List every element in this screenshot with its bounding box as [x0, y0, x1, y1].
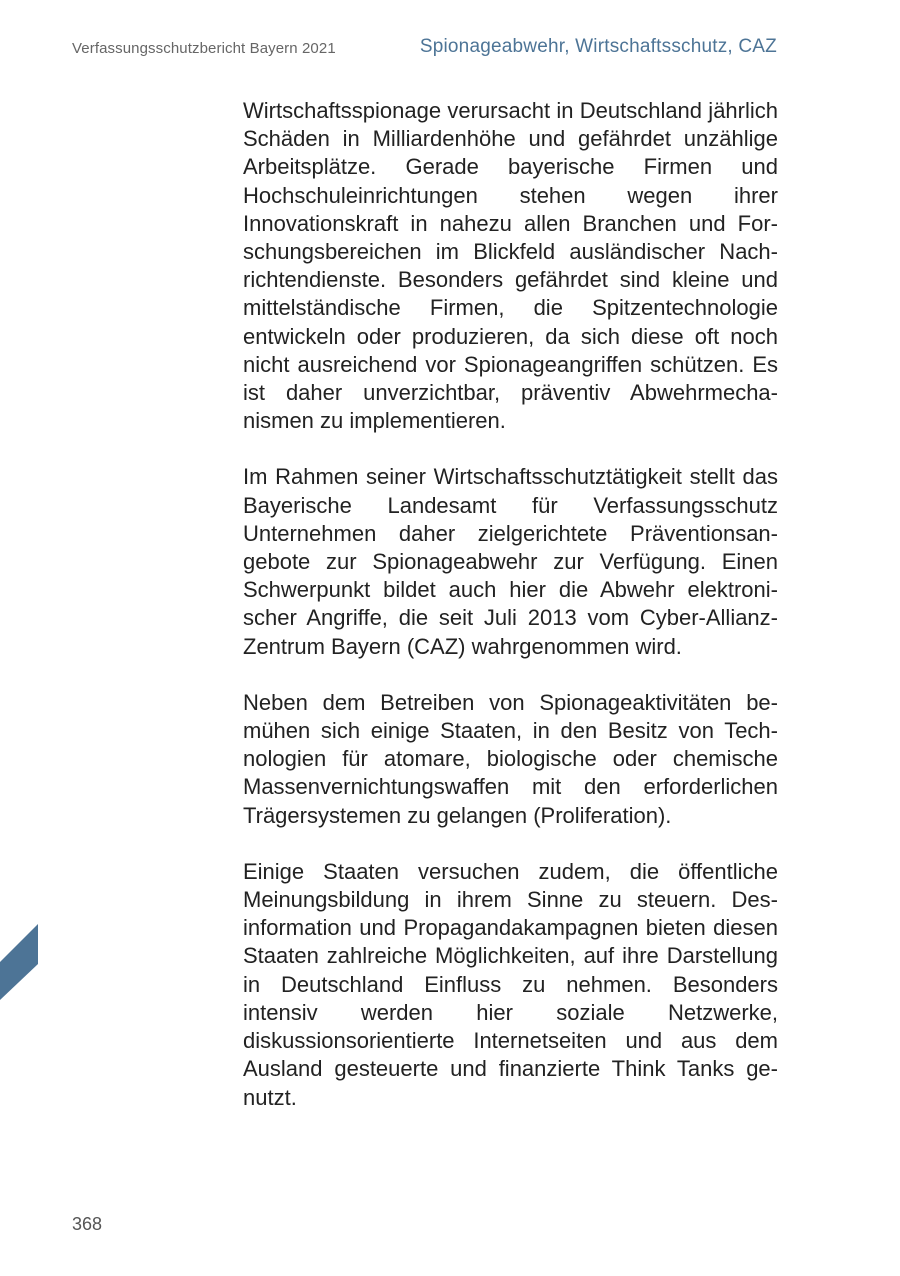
paragraph-4: Einige Staaten versuchen zudem, die öffentliche Meinungsbildung in ihrem Sinne zu steuern. Desinformation und Propagandakampagnen bieten diesen Staaten zahlreiche Möglichkeiten, auf ihre Darstellung in Deutschland Einfluss zu nehmen. Besonders intensiv werden hier soziale Netzwerke, diskussionsorientierte Internetseiten und aus dem Ausland gesteuerte und finanzierte Think Tanks genutzt.	[243, 858, 778, 1110]
paragraph-1: Wirtschaftsspionage verursacht in Deutschland jährlich Schäden in Milliardenhöhe und gefährdet unzählige Arbeitsplätze. Gerade bayerische Firmen und Hochschuleinrichtungen stehen wegen ihrer Innovationskraft in nahezu allen Branchen und Forschungsbereichen im Blickfeld ausländischer Nachrichtendienste. Besonders gefährdet sind kleine und mittelständische Firmen, die Spitzentechnologie entwickeln oder produzieren, da sich diese oft noch nicht ausreichend vor Spionageangriffen schützen. Es ist daher unverzichtbar, präventiv Abwehrmechanismen zu implementieren.	[243, 98, 778, 434]
paragraph-3: Neben dem Betreiben von Spionageaktivitäten bemühen sich einige Staaten, in den Besitz von Technologien für atomare, biologische oder chemische Massenvernichtungswaffen mit den erforderlichen Trägersystemen zu gelangen (Proliferation).	[243, 689, 778, 828]
body-text	[243, 97, 778, 1140]
running-header-publication: Verfassungsschutzbericht Bayern 2021	[72, 40, 336, 57]
page-number: 368	[72, 1214, 103, 1234]
running-header-chapter: Spionageabwehr, Wirtschaftsschutz, CAZ	[419, 36, 777, 57]
chapter-tab-marker	[0, 922, 38, 1000]
paragraph-2: Im Rahmen seiner Wirtschaftsschutztätigkeit stellt das Bayerische Landesamt für Verfassungsschutz Unternehmen daher zielgerichtete Präventionsangebote zur Spionageabwehr zur Verfügung. Einen Schwerpunkt bildet auch hier die Abwehr elektronischer Angriffe, die seit Juli 2013 vom Cyber-Allianz-Zentrum Bayern (CAZ) wahrgenommen wird.	[243, 464, 778, 659]
